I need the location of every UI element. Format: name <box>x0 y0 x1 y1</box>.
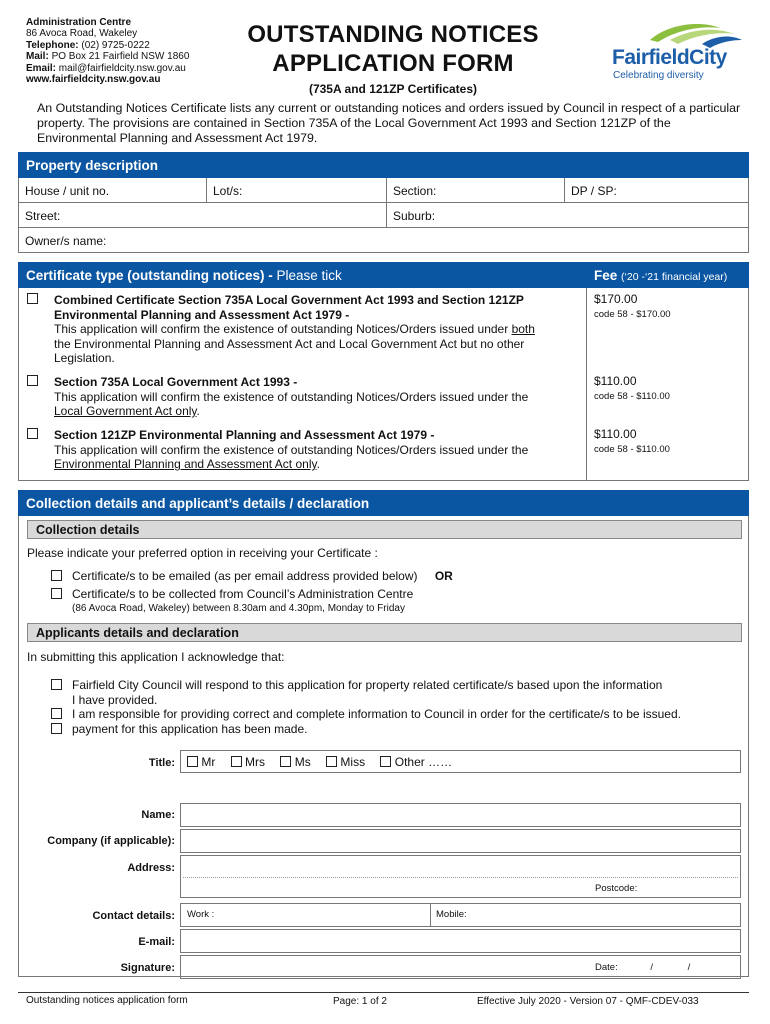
work-phone-input[interactable] <box>180 903 431 927</box>
collection-body <box>18 516 749 977</box>
declaration-1-checkbox[interactable] <box>51 679 62 690</box>
street-label: Street: <box>25 209 61 223</box>
combined-fee-code: code 58 - $170.00 <box>594 309 671 320</box>
mail-address: PO Box 21 Fairfield NSW 1860 <box>51 51 190 63</box>
collection-details-heading: Collection details <box>27 520 742 539</box>
telephone: (02) 9725-0222 <box>81 39 150 51</box>
s121zp-checkbox[interactable] <box>27 428 38 439</box>
combined-certificate-option <box>54 293 584 366</box>
collect-option <box>72 587 413 616</box>
postcode-label: Postcode: <box>595 883 638 894</box>
title-miss-checkbox[interactable] <box>326 756 337 767</box>
street-field[interactable] <box>19 203 387 228</box>
work-label: Work : <box>187 909 215 920</box>
combined-desc-2: the Environmental Planning and Assessment Act and Local Government Act but no other <box>54 336 525 351</box>
contact-label: Contact details: <box>92 910 175 922</box>
fee-period: (‘20 -‘21 financial year) <box>621 271 728 283</box>
address-input[interactable] <box>180 855 741 898</box>
title-field <box>180 750 741 773</box>
combined-fee-amount: $170.00 <box>594 292 638 306</box>
declaration-3-checkbox[interactable] <box>51 723 62 734</box>
website: www.fairfieldcity.nsw.gov.au <box>26 74 161 86</box>
title-ms: Ms <box>294 755 311 769</box>
s121zp-desc: This application will confirm the existence of outstanding Notices/Orders issued under the <box>54 442 529 457</box>
title-mrs: Mrs <box>245 755 266 769</box>
title-other-checkbox[interactable] <box>380 756 391 767</box>
mail-label: Mail: <box>26 51 49 63</box>
house-label: House / unit no. <box>25 184 110 198</box>
title-mr-checkbox[interactable] <box>187 756 198 767</box>
collect-option-label: Certificate/s to be collected from Council’s Administration Centre <box>72 587 414 601</box>
company-label: Company (if applicable): <box>47 835 175 847</box>
s735a-fee <box>594 374 670 402</box>
date-label: Date: <box>595 962 618 973</box>
form-title-block <box>228 20 558 96</box>
declaration-1-text: Fairfield City Council will respond to this application for property related certificate/s based upon the information <box>72 678 663 692</box>
telephone-label: Telephone: <box>26 39 79 51</box>
logo-tagline: Celebrating diversity <box>613 70 704 81</box>
admin-title: Administration Centre <box>26 17 132 28</box>
suburb-label: Suburb: <box>393 209 436 223</box>
fee-heading: Fee (‘20 -‘21 financial year) <box>594 268 728 283</box>
date-field <box>595 962 690 973</box>
email-option-label: Certificate/s to be emailed (as per email address provided below) <box>72 569 418 583</box>
please-tick-label: Please tick <box>276 268 342 283</box>
admin-address: 86 Avoca Road, Wakeley <box>26 28 138 40</box>
declaration-1-text-2: I have provided. <box>72 692 158 707</box>
title-mrs-checkbox[interactable] <box>231 756 242 767</box>
footer-page: Page: 1 of 2 <box>333 996 387 1007</box>
s735a-desc-underlined: Local Government Act only <box>54 404 197 418</box>
s121zp-certificate-option: Section 121ZP Environmental Planning and Assessment Act 1979 - This application will confirm the existence of outstanding Notices/Orders issued under the Environmental Planning and Assessment Act only. <box>54 428 584 472</box>
s735a-certificate-option: Section 735A Local Government Act 1993 - This application will confirm the existence of outstanding Notices/Orders issued under the Local Government Act only. <box>54 375 584 419</box>
address-divider <box>183 877 738 878</box>
s121zp-fee-code: code 58 - $110.00 <box>594 444 670 455</box>
email-label: Email: <box>26 62 57 74</box>
s121zp-fee-amount: $110.00 <box>594 427 637 441</box>
combined-title: Combined Certificate Section 735A Local Government Act 1993 and Section 121ZP <box>54 293 524 307</box>
property-grid <box>18 178 749 253</box>
section-field[interactable] <box>387 178 565 203</box>
applicants-heading: Applicants details and declaration <box>27 623 742 642</box>
s735a-desc: This application will confirm the existence of outstanding Notices/Orders issued under the <box>54 389 529 404</box>
name-input[interactable] <box>180 803 741 827</box>
combined-desc-3: Legislation. <box>54 351 115 365</box>
logo-wordmark: FairfieldCity <box>612 46 727 69</box>
collection-prompt: Please indicate your preferred option in receiving your Certificate : <box>27 546 378 560</box>
footer-rule <box>18 992 749 993</box>
company-input[interactable] <box>180 829 741 853</box>
declaration-2-checkbox[interactable] <box>51 708 62 719</box>
name-label: Name: <box>141 809 175 821</box>
s121zp-desc-underlined: Environmental Planning and Assessment Act only <box>54 457 317 471</box>
combined-checkbox[interactable] <box>27 293 38 304</box>
date-slash-2: / <box>687 962 691 973</box>
combined-title-2: Environmental Planning and Assessment Act 1979 - <box>54 307 350 322</box>
collect-option-checkbox[interactable] <box>51 588 62 599</box>
dp-field[interactable] <box>565 178 748 203</box>
collect-note: (86 Avoca Road, Wakeley) between 8.30am and 4.30pm, Monday to Friday <box>72 602 405 614</box>
suburb-field[interactable] <box>387 203 748 228</box>
intro-paragraph: An Outstanding Notices Certificate lists any current or outstanding notices and orders issued by Council in respect of a particular property. The provisions are contained in Section 735A of the Local Government Act 1993 and Section 121ZP of the Environmental Planning and Assessment Act 1979. <box>37 101 741 145</box>
acknowledge-text: In submitting this application I acknowledge that: <box>27 650 285 664</box>
admin-centre-block <box>26 17 226 85</box>
combined-fee <box>594 292 671 320</box>
email-option <box>72 569 453 584</box>
title-mr: Mr <box>201 755 216 769</box>
form-subtitle: (735A and 121ZP Certificates) <box>308 82 478 96</box>
s121zp-title: Section 121ZP Environmental Planning and Assessment Act 1979 - <box>54 428 435 442</box>
declaration-1 <box>72 678 742 707</box>
declaration-2: I am responsible for providing correct and complete information to Council in order for the certificate/s to be issued. <box>72 707 681 721</box>
address-label: Address: <box>127 862 175 874</box>
title-label: Title: <box>148 757 175 769</box>
declaration-3: payment for this application has been made. <box>72 722 308 736</box>
owner-label: Owner/s name: <box>25 234 107 248</box>
fairfield-city-logo <box>610 18 748 88</box>
title-line-1: OUTSTANDING NOTICES <box>247 21 539 48</box>
email-option-checkbox[interactable] <box>51 570 62 581</box>
combined-desc-both: both <box>511 322 535 336</box>
collection-heading: Collection details and applicant’s details / declaration <box>18 490 749 516</box>
footer-right: Effective July 2020 - Version 07 - QMF-CDEV-033 <box>477 996 699 1007</box>
date-slash-1: / <box>650 962 653 973</box>
signature-input[interactable] <box>180 955 741 979</box>
email-input[interactable] <box>180 929 741 953</box>
title-miss: Miss <box>340 755 366 769</box>
collection-section <box>18 490 749 977</box>
title-ms-checkbox[interactable] <box>280 756 291 767</box>
email-field-label: E-mail: <box>138 936 175 948</box>
footer-left: Outstanding notices application form <box>26 995 188 1006</box>
owner-field[interactable] <box>19 228 748 252</box>
certificate-section <box>18 262 749 481</box>
or-label: OR <box>434 569 453 583</box>
mobile-input[interactable] <box>430 903 741 927</box>
s735a-fee-amount: $110.00 <box>594 374 637 388</box>
email-address: mail@fairfieldcity.nsw.gov.au <box>58 62 186 74</box>
certificate-table <box>18 288 749 481</box>
title-line-2: APPLICATION FORM <box>272 50 514 77</box>
property-section <box>18 152 749 253</box>
lot-field[interactable] <box>207 178 387 203</box>
signature-label: Signature: <box>120 962 175 974</box>
s121zp-fee <box>594 427 670 455</box>
certificate-heading-text: Certificate type (outstanding notices) <box>26 268 265 283</box>
s735a-title: Section 735A Local Government Act 1993 - <box>54 375 298 389</box>
title-options <box>187 755 452 770</box>
section-label: Section: <box>393 184 437 198</box>
title-other: Other …… <box>394 755 453 769</box>
certificate-heading: Certificate type (outstanding notices) - Please tick Fee (‘20 -‘21 financial year) <box>18 262 749 288</box>
mobile-label: Mobile: <box>436 909 467 920</box>
dp-label: DP / SP: <box>571 184 617 198</box>
s735a-checkbox[interactable] <box>27 375 38 386</box>
lot-label: Lot/s: <box>213 184 243 198</box>
house-field[interactable] <box>19 178 207 203</box>
s735a-fee-code: code 58 - $110.00 <box>594 391 670 402</box>
combined-desc: This application will confirm the existence of outstanding Notices/Orders issued under <box>54 322 512 336</box>
fee-divider <box>586 288 587 480</box>
property-heading: Property description <box>18 152 749 178</box>
